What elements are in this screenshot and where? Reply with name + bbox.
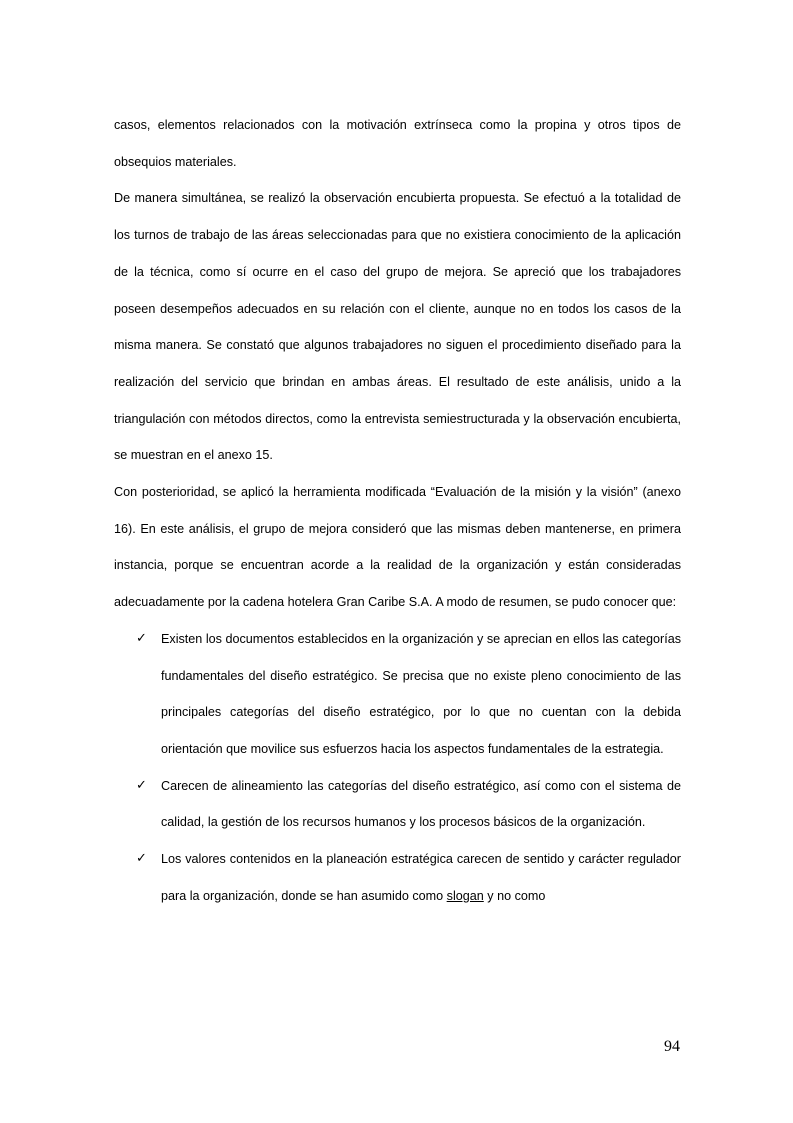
paragraph-3: Con posterioridad, se aplicó la herramienta modificada “Evaluación de la misión y la visión” (anexo 16). En este análisis, el grupo de mejora consideró que las mismas deben mantenerse, en primera instancia, porque se encuentran acorde a la realidad de la organización y están consideradas adecuadamente por la cadena hotelera Gran Caribe S.A. A modo de resumen, se pudo conocer que: — [114, 485, 681, 610]
list-item-text: Existen los documentos establecidos en la organización y se aprecian en ellos las categorías fundamentales del diseño estratégico. Se precisa que no existe pleno conocimiento de las principales categorías del diseño estratégico, por lo que no cuentan con la debida orientación que movilice sus esfuerzos hacia los aspectos fundamentales de la estrategia. — [161, 631, 681, 756]
page-number: 94 — [664, 1038, 680, 1055]
list-item-text-start: Los valores contenidos en la planeación estratégica carecen de sentido y carácter regulador para la organización, donde se han asumido como — [161, 852, 681, 903]
paragraph-2: De manera simultánea, se realizó la observación encubierta propuesta. Se efectuó a la totalidad de los turnos de trabajo de las áreas seleccionadas para que no existiera conocimiento de la aplicación de la técnica, como sí ocurre en el caso del grupo de mejora. Se apreció que los trabajadores poseen desempeños adecuados en su relación con el cliente, aunque no en todos los casos de la misma manera. Se constató que algunos trabajadores no siguen el procedimiento diseñado para la realización del servicio que brindan en ambas áreas. El resultado de este análisis, unido a la triangulación con métodos directos, como la entrevista semiestructurada y la observación encubierta, se muestran en el anexo 15. — [114, 191, 681, 463]
checkmark-icon: ✓ — [136, 777, 147, 793]
list-item — [114, 768, 681, 841]
paragraph-1: casos, elementos relacionados con la motivación extrínseca como la propina y otros tipos de obsequios materiales. — [114, 118, 681, 169]
list-item — [114, 841, 681, 914]
list-item-text: Carecen de alineamiento las categorías del diseño estratégico, así como con el sistema de calidad, la gestión de los recursos humanos y los procesos básicos de la organización. — [161, 778, 681, 830]
list-item-text-end: y no como — [483, 888, 546, 903]
findings-list — [114, 621, 681, 915]
page-body — [114, 107, 681, 914]
list-item — [114, 621, 681, 768]
slogan-underlined-word: slogan — [446, 888, 484, 903]
checkmark-icon: ✓ — [136, 851, 147, 867]
checkmark-icon: ✓ — [136, 630, 147, 646]
